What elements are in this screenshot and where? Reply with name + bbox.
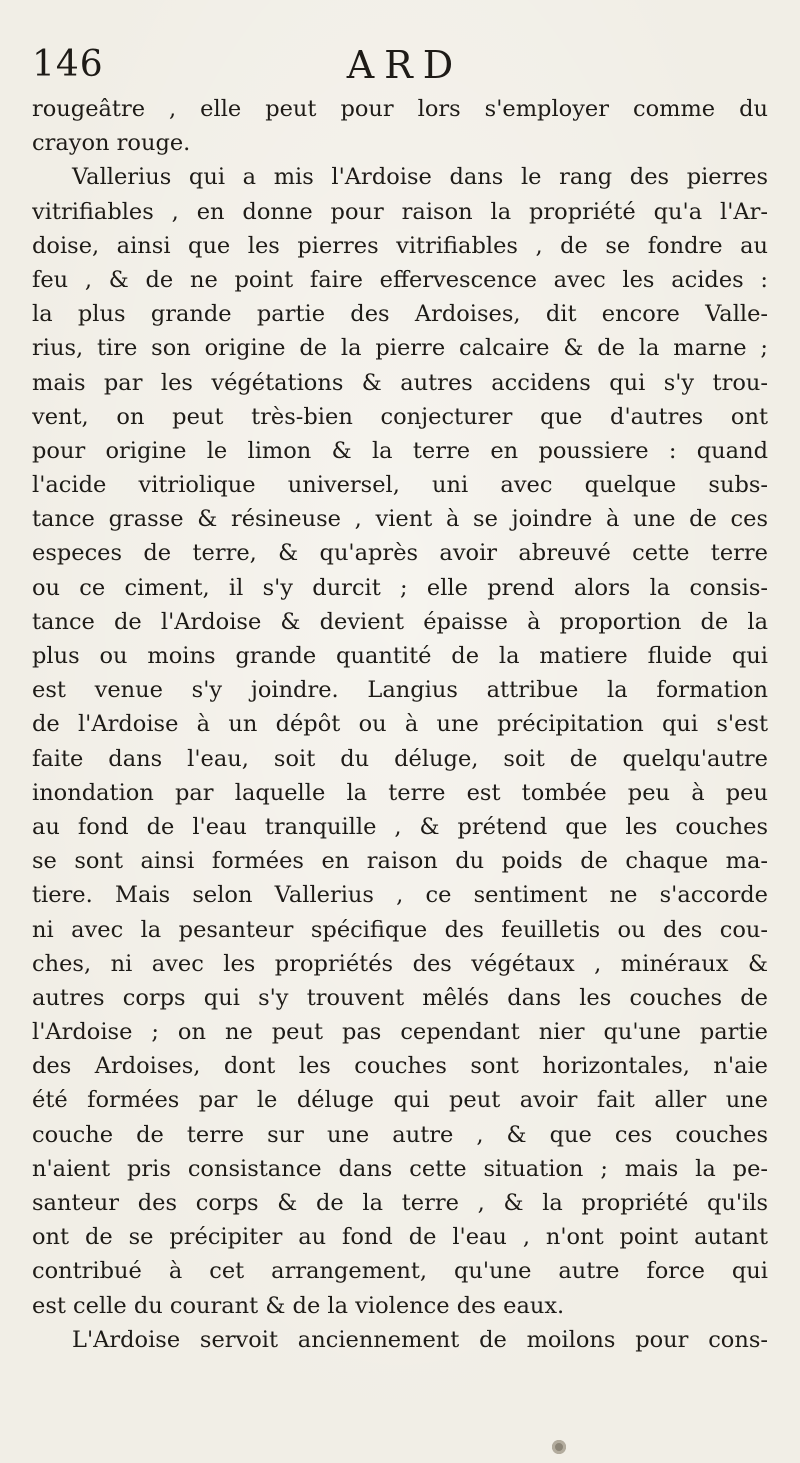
body-text: [32, 92, 768, 1357]
text-line: especes de terre, & qu'après avoir abreuvé cette terre: [32, 540, 768, 567]
text-line: rougeâtre , elle peut pour lors s'employer comme du: [32, 96, 768, 122]
text-line: ches, ni avec les propriétés des végétaux , minéraux &: [32, 950, 768, 977]
text-line: est celle du courant & de la violence des eaux.: [32, 1292, 565, 1319]
text-line: au fond de l'eau tranquille , & prétend que les couches: [32, 813, 768, 840]
text-line: plus ou moins grande quantité de la matiere fluide qui: [32, 643, 768, 669]
text-line: la plus grande partie des Ardoises, dit encore Valle-: [32, 301, 768, 328]
text-line: faite dans l'eau, soit du déluge, soit de quelqu'autre: [32, 745, 768, 772]
text-line: autres corps qui s'y trouvent mêlés dans les couches de: [32, 984, 768, 1011]
text-line: ni avec la pesanteur spécifique des feuilletis ou des cou-: [32, 916, 768, 943]
text-line: tance grasse & résineuse , vient à se joindre à une de ces: [32, 506, 768, 533]
text-line: tance de l'Ardoise & devient épaisse à proportion de la: [32, 608, 768, 635]
page-header: [0, 40, 800, 90]
text-line: pour origine le limon & la terre en poussiere : quand: [32, 437, 768, 464]
text-line: contribué à cet arrangement, qu'une autre force qui: [32, 1258, 768, 1285]
text-line: des Ardoises, dont les couches sont horizontales, n'aie: [32, 1053, 768, 1080]
text-line: l'Ardoise ; on ne peut pas cependant nier qu'une partie: [32, 1019, 768, 1046]
text-line: été formées par le déluge qui peut avoir fait aller une: [32, 1087, 768, 1114]
text-line: Vallerius qui a mis l'Ardoise dans le rang des pierres: [72, 164, 768, 191]
text-line: se sont ainsi formées en raison du poids de chaque ma-: [32, 848, 768, 875]
text-line: tiere. Mais selon Vallerius , ce sentiment ne s'accorde: [32, 882, 768, 909]
text-line: n'aient pris consistance dans cette situation ; mais la pe-: [32, 1155, 768, 1182]
text-line: rius, tire son origine de la pierre calcaire & de la marne ;: [32, 335, 768, 362]
text-line: feu , & de ne point faire effervescence avec les acides :: [32, 266, 768, 293]
running-head: ARD: [346, 43, 464, 87]
text-line: mais par les végétations & autres accidens qui s'y trou-: [32, 369, 768, 396]
page-number: 146: [32, 44, 104, 85]
text-line: est venue s'y joindre. Langius attribue la formation: [32, 677, 768, 704]
text-line: vent, on peut très-bien conjecturer que d'autres ont: [32, 403, 768, 430]
text-line: doise, ainsi que les pierres vitrifiables , de se fondre au: [32, 232, 768, 259]
text-line: L'Ardoise servoit anciennement de moilons pour cons-: [72, 1326, 768, 1353]
printer-ornament: [552, 1440, 566, 1454]
text-line: santeur des corps & de la terre , & la propriété qu'ils: [32, 1190, 768, 1216]
text-line: ou ce ciment, il s'y durcit ; elle prend alors la consis-: [32, 574, 768, 601]
text-line: l'acide vitriolique universel, uni avec quelque subs-: [32, 472, 768, 499]
text-line: vitrifiables , en donne pour raison la propriété qu'a l'Ar-: [32, 198, 768, 225]
text-line: inondation par laquelle la terre est tombée peu à peu: [32, 779, 768, 806]
text-line: ont de se précipiter au fond de l'eau , n'ont point autant: [32, 1224, 768, 1251]
text-line: couche de terre sur une autre , & que ces couches: [32, 1121, 768, 1148]
text-line: crayon rouge.: [32, 130, 191, 157]
text-line: de l'Ardoise à un dépôt ou à une précipitation qui s'est: [32, 711, 768, 738]
